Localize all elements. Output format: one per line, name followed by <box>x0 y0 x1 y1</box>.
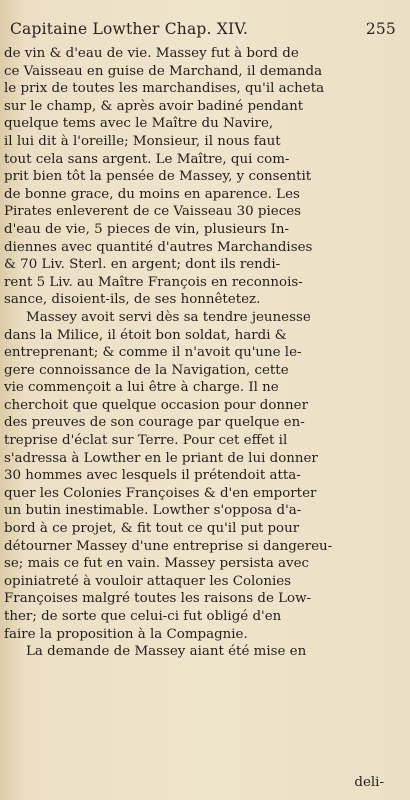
text-line: le prix de toutes les marchandises, qu'il acheta <box>4 81 325 97</box>
text-line: quer les Colonies Françoises & d'en emporter <box>4 485 317 501</box>
text-line: Pirates enleverent de ce Vaisseau 30 pieces <box>4 204 301 220</box>
text-line: gere connoissance de la Navigation, cette <box>4 362 289 378</box>
page-number: 255 <box>365 20 396 38</box>
body-text <box>4 45 374 661</box>
text-line: 30 hommes avec lesquels il prétendoit atta- <box>4 468 301 484</box>
text-line: sance, disoient-ils, de ses honnêtetez. <box>4 292 261 308</box>
catchword: deli- <box>354 775 384 790</box>
text-line: de bonne grace, du moins en aparence. Les <box>4 186 300 202</box>
text-line: rent 5 Liv. au Maître François en reconnois- <box>4 274 303 290</box>
text-line: de vin & d'eau de vie. Massey fut à bord de <box>4 46 299 61</box>
text-line: opiniatreté à vouloir attaquer les Colonies <box>4 573 292 589</box>
paragraph-start-line: Massey avoit servi dès sa tendre jeunesse <box>26 309 311 325</box>
paragraph-start-line: La demande de Massey aiant été mise en <box>26 644 307 660</box>
text-line: vie commençoit a lui être à charge. Il ne <box>4 380 279 396</box>
text-line: ce Vaisseau en guise de Marchand, il demanda <box>4 63 323 79</box>
text-line: bord à ce projet, & fit tout ce qu'il put pour <box>4 521 300 537</box>
text-line: treprise d'éclat sur Terre. Pour cet effet il <box>4 433 288 449</box>
text-line: tout cela sans argent. Le Maître, qui com- <box>4 151 290 167</box>
text-line: il lui dit à l'oreille; Monsieur, il nous faut <box>4 133 281 149</box>
text-line: & 70 Liv. Sterl. en argent; dont ils rendi- <box>4 257 281 273</box>
text-line: entreprenant; & comme il n'avoit qu'une le- <box>4 345 302 361</box>
text-line: dans la Milice, il étoit bon soldat, hardi & <box>4 327 287 343</box>
text-line: cherchoit que quelque occasion pour donner <box>4 397 308 413</box>
text-line: faire la proposition à la Compagnie. <box>4 626 248 642</box>
text-line: d'eau de vie, 5 pieces de vin, plusieurs In- <box>4 221 290 237</box>
running-title: Capitaine Lowther Chap. XIV. <box>10 20 249 38</box>
text-line: quelque tems avec le Maître du Navire, <box>4 116 274 132</box>
text-line: s'adressa à Lowther en le priant de lui donner <box>4 450 318 466</box>
text-line: diennes avec quantité d'autres Marchandises <box>4 239 313 255</box>
text-line: détourner Massey d'une entreprise si dangereu- <box>4 538 333 554</box>
text-line: ther; de sorte que celui-ci fut obligé d'en <box>4 609 282 624</box>
text-line: se; mais ce fut en vain. Massey persista avec <box>4 556 310 572</box>
page-header <box>10 20 396 44</box>
text-line: un butin inestimable. Lowther s'opposa d'a- <box>4 503 302 519</box>
text-line: sur le champ, & après avoir badiné pendant <box>4 98 304 114</box>
text-line: des preuves de son courage par quelque en- <box>4 415 305 431</box>
text-line: Françoises malgré toutes les raisons de Low- <box>4 591 312 607</box>
text-line: prit bien tôt la pensée de Massey, y consentit <box>4 169 312 185</box>
